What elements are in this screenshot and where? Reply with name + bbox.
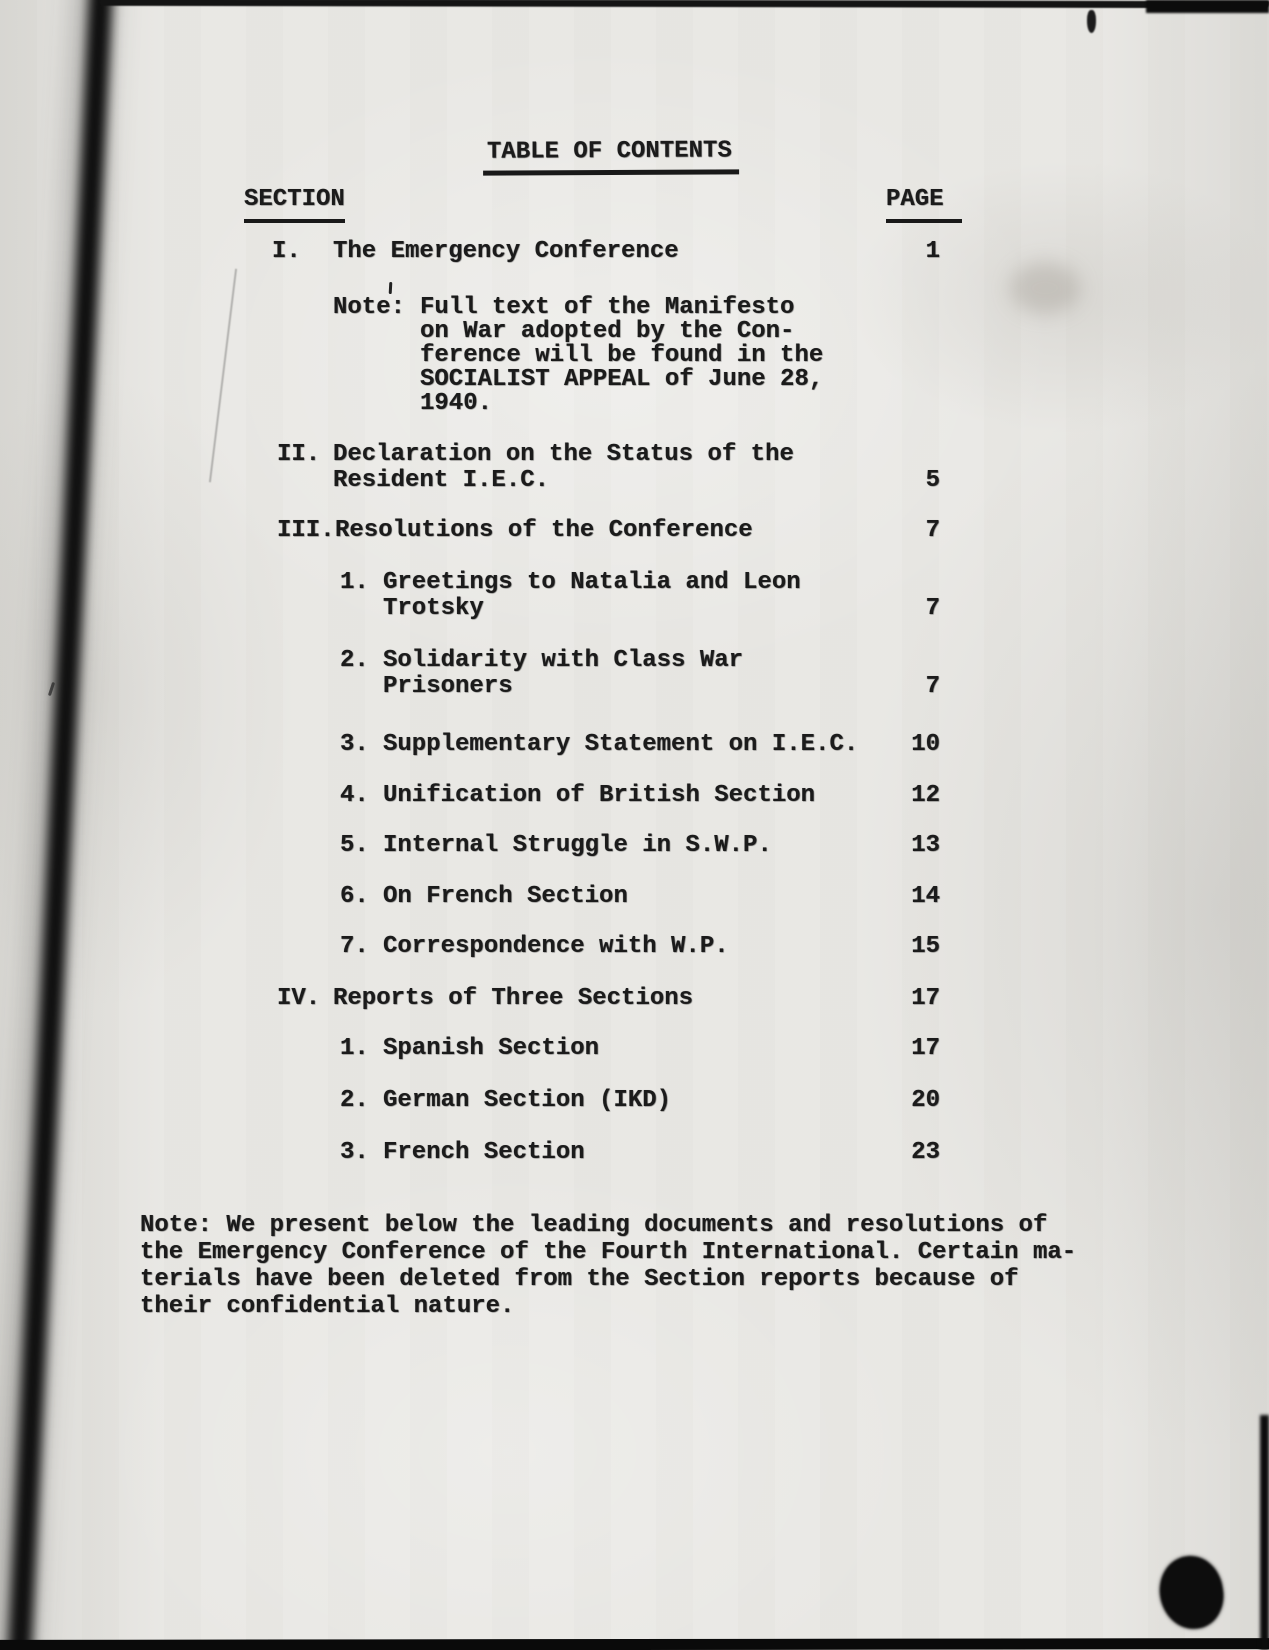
row-number: 5.: [340, 832, 369, 859]
note-label: Note:: [333, 294, 406, 321]
toc-page-header: PAGE: [886, 183, 962, 223]
row-page: 7: [925, 517, 940, 544]
footnote-line: [0, 1290, 1269, 1324]
row-text: Spanish Section: [383, 1035, 600, 1062]
page-title: TABLE OF CONTENTS: [483, 134, 739, 175]
toc-row: [0, 514, 1269, 548]
row-page: 14: [911, 883, 940, 910]
row-page: 15: [911, 933, 940, 960]
row-text: Full text of the Manifesto: [420, 294, 795, 321]
row-number: 3.: [340, 731, 369, 758]
toc-row-continuation: [0, 387, 1269, 421]
row-text: Reports of Three Sections: [333, 985, 694, 1012]
scan-right-edge: [1260, 1415, 1269, 1650]
scan-top-edge: [100, 0, 1269, 8]
row-text: 1940.: [420, 390, 493, 417]
row-page: 7: [925, 673, 940, 700]
title-row: [0, 135, 1269, 169]
row-text: Trotsky: [383, 595, 484, 622]
scan-bottom-edge: [0, 1638, 1269, 1650]
row-text: French Section: [383, 1139, 585, 1166]
row-text: ference will be found in the: [420, 342, 824, 369]
row-number: 2.: [340, 1087, 369, 1114]
row-text: German Section (IKD): [383, 1087, 672, 1114]
row-number: 4.: [340, 782, 369, 809]
row-page: 13: [911, 832, 940, 859]
row-page: 5: [925, 467, 940, 494]
row-text: Resident I.E.C.: [333, 467, 550, 494]
toc-row: [0, 235, 1269, 269]
row-text: Supplementary Statement on I.E.C.: [383, 731, 859, 758]
row-page: 10: [911, 731, 940, 758]
toc-row: [0, 829, 1269, 863]
row-text: Solidarity with Class War: [383, 647, 744, 674]
toc-row: [0, 1136, 1269, 1170]
row-text: Internal Struggle in S.W.P.: [383, 832, 772, 859]
column-header-row: [0, 183, 1269, 217]
toc-row-continuation: [0, 592, 1269, 626]
scan-top-edge-right: [1146, 0, 1269, 13]
row-text: The Emergency Conference: [333, 238, 679, 265]
toc-row: [0, 1084, 1269, 1118]
row-page: 23: [911, 1139, 940, 1166]
row-text: Prisoners: [383, 673, 513, 700]
footnote-text: their confidential nature.: [140, 1293, 515, 1320]
row-page: 17: [911, 1035, 940, 1062]
paper-smudge: [1010, 262, 1080, 314]
row-number: III.: [277, 517, 335, 544]
row-text: On French Section: [383, 883, 628, 910]
row-page: 12: [911, 782, 940, 809]
row-text: on War adopted by the Con-: [420, 318, 795, 345]
row-number: II.: [277, 441, 321, 468]
row-number: 6.: [340, 883, 369, 910]
row-text: SOCIALIST APPEAL of June 28,: [420, 366, 824, 393]
toc-row-continuation: [0, 670, 1269, 704]
scan-ink-drip: [1087, 10, 1096, 33]
toc-section-header: SECTION: [244, 183, 345, 223]
ink-blot: [1155, 1552, 1229, 1634]
row-page: 20: [911, 1087, 940, 1114]
toc-row: [0, 728, 1269, 762]
toc-row: [0, 982, 1269, 1016]
toc-row: [0, 779, 1269, 813]
row-text: Unification of British Section: [383, 782, 816, 809]
footnote-text: the Emergency Conference of the Fourth International. Certain ma-: [140, 1239, 1077, 1266]
row-page: 7: [925, 595, 940, 622]
row-number: 3.: [340, 1139, 369, 1166]
footnote-text: terials have been deleted from the Section reports because of: [140, 1266, 1019, 1293]
toc-row-continuation: [0, 464, 1269, 498]
row-number: 7.: [340, 933, 369, 960]
row-text: Resolutions of the Conference: [335, 517, 753, 544]
toc-row: [0, 880, 1269, 914]
row-page: 17: [911, 985, 940, 1012]
row-text: Greetings to Natalia and Leon: [383, 569, 801, 596]
row-number: 1.: [340, 569, 369, 596]
toc-row: [0, 930, 1269, 964]
row-text: Declaration on the Status of the: [333, 441, 794, 468]
row-number: 2.: [340, 647, 369, 674]
row-number: I.: [272, 238, 301, 265]
row-number: 1.: [340, 1035, 369, 1062]
row-text: Correspondence with W.P.: [383, 933, 729, 960]
footnote-text: Note: We present below the leading documents and resolutions of: [140, 1212, 1048, 1239]
row-page: 1: [925, 238, 940, 265]
row-number: IV.: [277, 985, 321, 1012]
toc-row: [0, 1032, 1269, 1066]
